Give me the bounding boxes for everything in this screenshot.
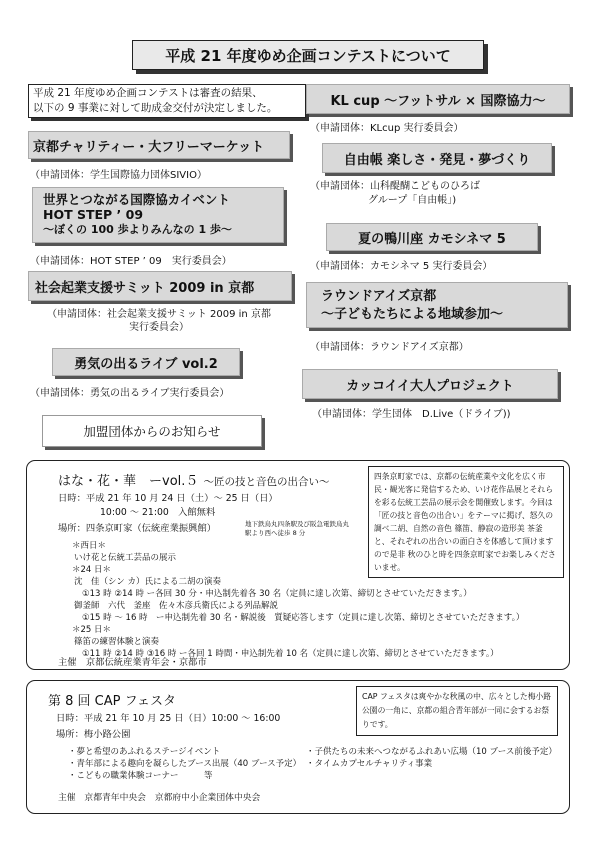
project-name: HOT STEP ’ 09 bbox=[43, 207, 144, 222]
item-line: ・子供たちの未来へつながるふれあい広場（10 ブース前後予定） bbox=[306, 747, 557, 757]
project-name: 夏の鴨川座 カモシネマ 5 bbox=[358, 231, 506, 247]
applicant-text: （申請団体：ラウンドアイズ京都） bbox=[310, 342, 469, 353]
event-items-right bbox=[306, 746, 557, 770]
project-name: ラウンドアイズ京都 bbox=[321, 289, 437, 304]
item-line: ・青年部による趣向を凝らしたブース出展（40 ブース予定） bbox=[68, 759, 302, 769]
applicant-text: （申請団体：学生国際協力団体SIVIO） bbox=[30, 170, 207, 181]
intro-line: 以下の 9 事業に対して助成金交付が決定しました。 bbox=[33, 102, 278, 114]
program-line: ＊24 日＊ bbox=[72, 565, 112, 575]
item-line: ・こどもの職業体験コーナー 等 bbox=[68, 771, 213, 781]
event-place: 場所：四条京町家（伝統産業振興館） bbox=[58, 523, 217, 534]
access-line: 駅より西へ徒歩 8 分 bbox=[245, 528, 306, 537]
project-box bbox=[306, 282, 568, 328]
program-line: 沈 佳（シン カ）氏による二胡の演奏 bbox=[74, 577, 221, 587]
notice-heading: 加盟団体からのお知らせ bbox=[42, 415, 262, 447]
project-box bbox=[326, 223, 538, 251]
page-title: 平成 21 年度ゆめ企画コンテストについて bbox=[132, 40, 484, 70]
event-side-note: 四条京町家では、京都の伝統産業や文化を広く市民・観光客に発信するため、いけ花作品展とそれらを彩る伝統工芸品の展示会を開催致します。今回は「匠の技と音色の出合い」をテーマに掲げ、怒久の調べ二胡、自然の音色 篠笛、静寂の造形美 茶釜と、それぞれの出合いの面白さを体感して頂けますので是非 秋のひと時を四条京町家でお楽しみくださいませ。 bbox=[368, 466, 564, 578]
event-host: 主催 京都伝統産業青年会・京都市 bbox=[58, 657, 207, 668]
item-line: ・タイムカプセルチャリティ事業 bbox=[306, 759, 433, 769]
event-place: 場所：梅小路公園 bbox=[56, 729, 131, 740]
program-line: ＊25 日＊ bbox=[72, 625, 112, 635]
project-name: カッコイイ大人プロジェクト bbox=[346, 378, 514, 394]
event-title-main: はな・花・華 ーvol.５ bbox=[58, 474, 199, 489]
applicant-text bbox=[30, 308, 288, 334]
project-box bbox=[28, 271, 292, 301]
event-time: 10:00 ～ 21:00 入館無料 bbox=[100, 507, 216, 518]
applicant-text: （申請団体：KLcup 実行委員会） bbox=[310, 123, 464, 134]
event-date: 日時：平成 21 年 10 月 25 日（日）10:00 ～ 16:00 bbox=[56, 713, 281, 724]
event-date: 日時：平成 21 年 10 月 24 日（土）～ 25 日（日） bbox=[58, 493, 278, 504]
project-box bbox=[52, 348, 240, 376]
intro-line: 平成 21 年度ゆめ企画コンテストは審査の結果、 bbox=[33, 87, 263, 99]
project-box bbox=[32, 187, 284, 243]
project-name: ～子どもたちによる地域参加～ bbox=[321, 307, 504, 322]
program-line: 篠笛の練習体験と演奏 bbox=[74, 637, 160, 647]
project-box bbox=[28, 131, 290, 159]
project-name: 勇気の出るライブ vol.2 bbox=[74, 356, 218, 372]
event-host: 主催 京都青年中央会 京都府中小企業団体中央会 bbox=[58, 793, 261, 803]
applicant-line: グループ「自由帳」) bbox=[368, 195, 457, 206]
event-title: 第 8 回 CAP フェスタ bbox=[48, 694, 176, 709]
applicant-line: （申請団体：山科醍醐こどものひろば bbox=[310, 181, 480, 192]
project-box bbox=[302, 369, 558, 399]
applicant-text bbox=[310, 180, 480, 208]
applicant-text: （申請団体：カモシネマ 5 実行委員会） bbox=[310, 261, 493, 272]
program-line: ①15 時 ～ 16 時 ー申込制先着 30 名・解説後 質疑応答します（定員に達し次第、締切とさせていただきます。） bbox=[82, 613, 525, 623]
event-access bbox=[245, 520, 349, 537]
access-line: 地下鉄烏丸四条駅及び阪急電鉄烏丸 bbox=[245, 520, 349, 528]
project-name: ～ぼくの 100 歩よりみんなの 1 歩～ bbox=[43, 223, 232, 236]
project-name: KL cup ～フットサル × 国際協力～ bbox=[330, 93, 546, 109]
project-name: 自由帳 楽しさ・発見・夢づくり bbox=[343, 152, 531, 168]
event-items-left bbox=[68, 746, 301, 782]
program-line: 御釜師 六代 釜座 佐々木彦兵衛氏による列品解説 bbox=[74, 601, 279, 611]
applicant-line: （申請団体：社会起業支援サミット 2009 in 京都 bbox=[47, 309, 271, 320]
applicant-line: 実行委員会） bbox=[129, 322, 189, 333]
project-box bbox=[322, 143, 552, 173]
event-title bbox=[58, 470, 330, 489]
applicant-text: （申請団体：学生団体 D.Live（ドライブ)) bbox=[312, 409, 511, 420]
intro-text bbox=[28, 84, 306, 118]
project-name: 社会起業支援サミット 2009 in 京都 bbox=[35, 280, 255, 296]
item-line: ・夢と希望のあふれるステージイベント bbox=[68, 747, 221, 757]
program-line: ①11 時 ②14 時 ③16 時 ー各回 1 時間・申込制先着 10 名（定員に達し次第、締切とさせていただきます。） bbox=[82, 649, 499, 659]
event-subtitle: ～匠の技と音色の出合い～ bbox=[203, 476, 330, 488]
program-line: ＊西日＊ bbox=[72, 541, 107, 551]
project-name: 世界とつながる国際協カイベント bbox=[43, 192, 230, 207]
applicant-text: （申請団体：HOT STEP ’ 09 実行委員会） bbox=[30, 256, 232, 267]
project-name: 京都チャリティー・大フリーマーケット bbox=[33, 139, 265, 155]
applicant-text: （申請団体：勇気の出るライブ実行委員会） bbox=[30, 388, 230, 399]
event-side-note: CAP フェスタは爽やかな秋風の中、広々とした梅小路公園の一角に、京都の組合青年部が一同に会するお祭りです。 bbox=[356, 686, 558, 736]
program-line: ①13 時 ②14 時 ー各回 30 分・申込制先着各 30 名（定員に達し次第、締切とさせていただきます。） bbox=[82, 589, 472, 599]
program-line: いけ花と伝統工芸品の展示 bbox=[74, 553, 177, 563]
project-box bbox=[306, 84, 570, 114]
